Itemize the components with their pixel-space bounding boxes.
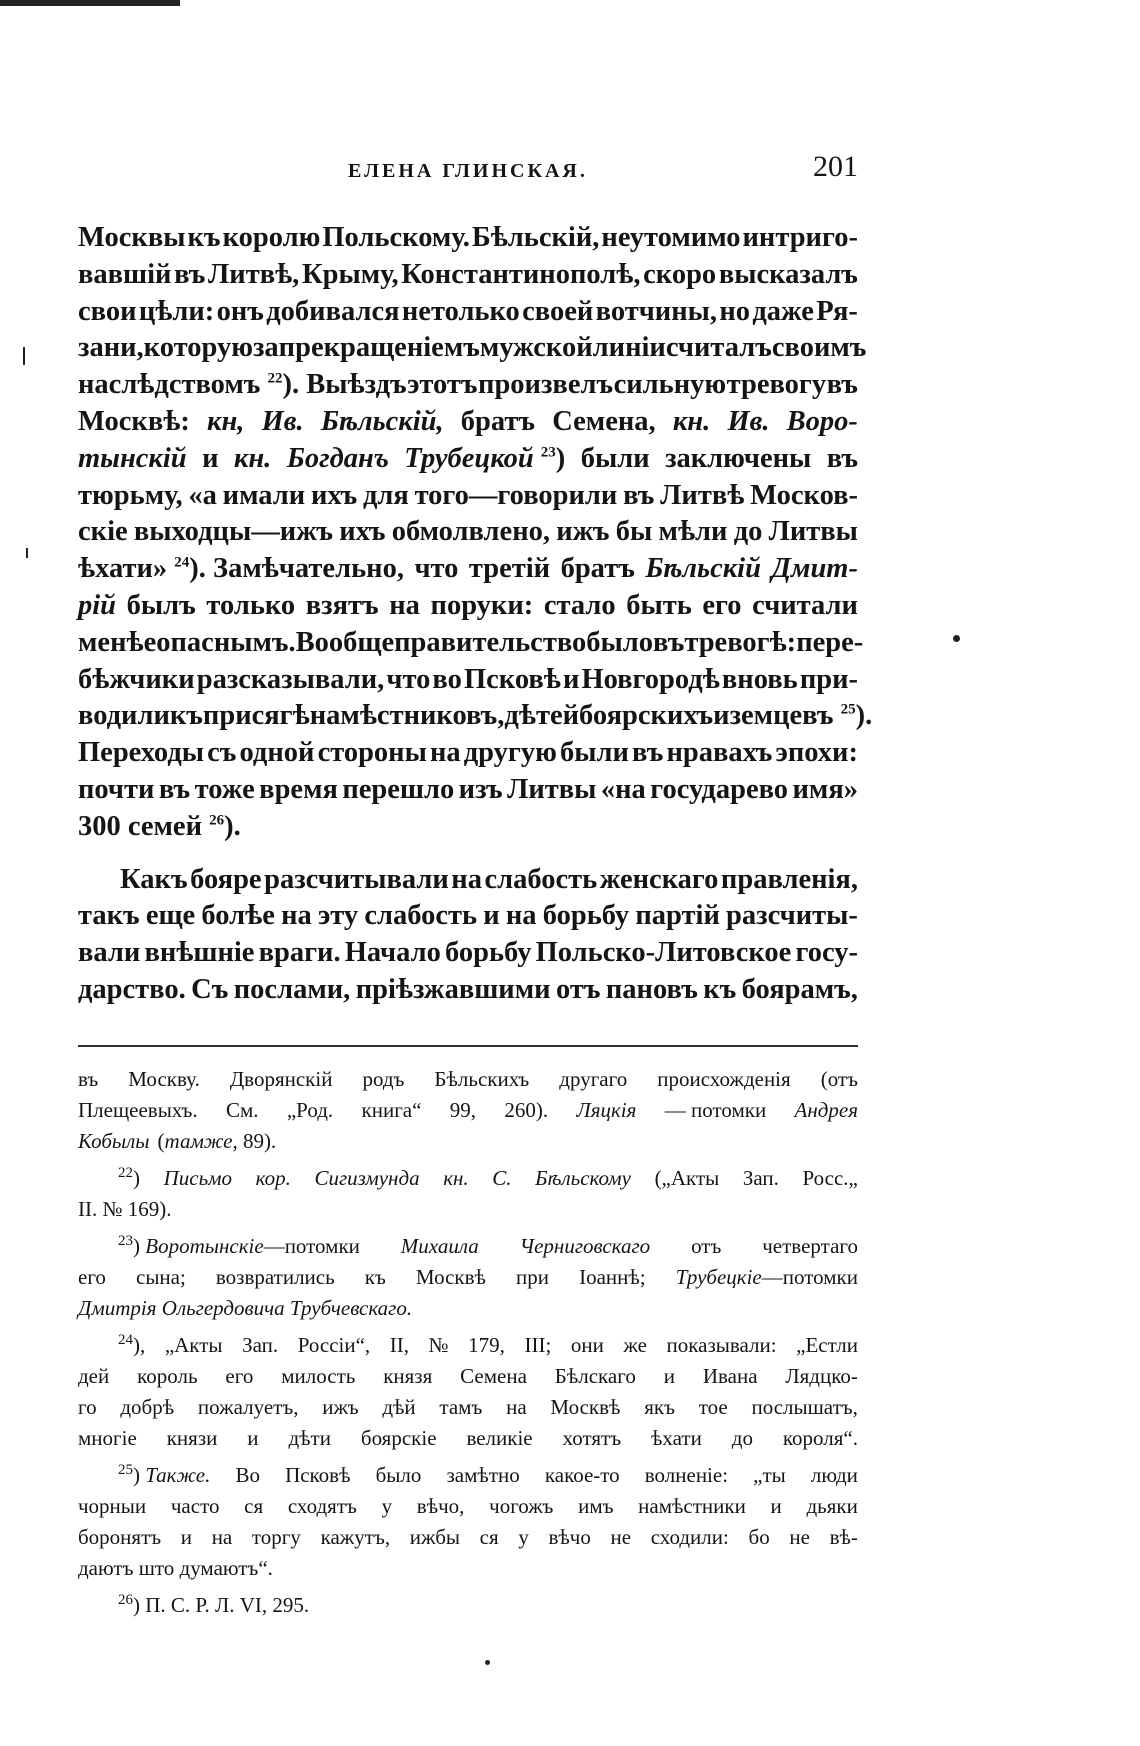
- text-line: вавшій въ Литвѣ, Крыму, Константинополѣ, скоро высказалъ: [78, 258, 858, 290]
- footnote-ref: 24: [174, 554, 190, 571]
- text-line: наслѣдствомъ $^{22}$). Выѣздъ этотъ произвелъ сильную тревогу въ: [78, 369, 858, 401]
- footnote-line: Кобылы (тамже, 89).: [78, 1129, 277, 1153]
- footnote-number: 23: [118, 1233, 133, 1249]
- text-line: тюрьму, «а имали ихъ для того—говорили въ Литвѣ Москов-: [78, 479, 858, 511]
- footnote-number: 26: [118, 1592, 133, 1608]
- scan-speck: [953, 635, 960, 642]
- footnote-divider: [78, 1045, 858, 1047]
- scan-speck: [485, 1660, 490, 1665]
- footnote-line: $^{22}$) Письмо кор. Сигизмунда кн. С. Бѣльскому („Акты Зап. Росс.„: [118, 1165, 858, 1190]
- text-line: рій былъ только взятъ на поруки: стало быть его считали: [78, 589, 858, 621]
- text-line: Переходы съ одной стороны на другую были въ нравахъ эпохи:: [78, 737, 858, 769]
- footnote-line: многіе князи и дѣти боярскіе великіе хотятъ ѣхати до короля“.: [78, 1426, 858, 1450]
- text-line: такъ еще болѣе на эту слабость и на борьбу партій разсчиты-: [78, 900, 858, 932]
- footnote-number: 22: [118, 1165, 133, 1181]
- footnote-line: Дмитрія Ольгердовича Трубчевскаго.: [78, 1296, 413, 1320]
- text-line: скіе выходцы—ижъ ихъ обмолвлено, ижъ бы мѣли до Литвы: [78, 516, 858, 548]
- footnote-number: 25: [118, 1462, 133, 1478]
- footnote-ref: 22: [267, 370, 283, 387]
- footnotes: [78, 1064, 858, 1621]
- main-text: [78, 220, 873, 1009]
- text-line: 300 семей $^{26}$).: [78, 810, 241, 842]
- text-line: Какъ бояре разсчитывали на слабость женскаго правленія,: [120, 863, 858, 895]
- footnote-line: боронятъ и на торгу кажутъ, ижбы ся у вѣчо не сходили: бо не вѣ-: [78, 1525, 858, 1549]
- text-line: Москвы къ королю Польскому. Бѣльскій, неутомимо интриго-: [78, 222, 858, 253]
- text-line: менѣе опаснымъ. Вообще правительство было въ тревогѣ: пере-: [78, 626, 864, 658]
- footnote-ref: 23: [540, 444, 556, 461]
- footnote-line: дей король его милость князя Семена Бѣлскаго и Ивана Лядцко-: [78, 1364, 858, 1388]
- footnote-line: чорныи часто ся сходятъ у вѣчо, чогожъ имъ намѣстники и дьяки: [78, 1494, 858, 1518]
- text-line: тынскій и кн. Богданъ Трубецкой $^{23}$) были заключены въ: [78, 442, 858, 474]
- footnote-line: го добрѣ пожалуетъ, ижъ дѣй тамъ на Москвѣ якъ тое послышатъ,: [78, 1395, 858, 1419]
- footnote-line: II. № 169).: [78, 1197, 172, 1221]
- scan-speck: [23, 347, 25, 365]
- page-header: [78, 150, 858, 190]
- footnote-number: 24: [118, 1332, 133, 1348]
- footnote-line: $^{25}$) Также. Во Псковѣ было замѣтно какое-то волненіе: „ты люди: [118, 1462, 858, 1487]
- page-number: 201: [813, 150, 858, 183]
- text-line: свои цѣли: онъ добивался нетолько своей вотчины, но даже Ря-: [78, 295, 858, 327]
- footnote-ref: 26: [209, 812, 225, 829]
- footnote-line: $^{24}$), „Акты Зап. Россіи“, II, № 179, III; они же показывали: „Естли: [118, 1332, 858, 1357]
- footnote-line: въ Москву. Дворянскій родъ Бѣльскихъ другаго происхожденія (отъ: [78, 1067, 858, 1091]
- footnote-ref: 25: [840, 701, 856, 718]
- text-line: бѣжчики разсказывали, что во Псковѣ и Новгородѣ вновь при-: [78, 663, 858, 695]
- text-line: почти въ тоже время перешло изъ Литвы «на государево имя»: [78, 773, 858, 805]
- scan-artifact: [0, 0, 180, 6]
- footnote-line: его сына; возвратились къ Москвѣ при Іоаннѣ; Трубецкіе—потомки: [78, 1265, 858, 1289]
- footnote-line: даютъ што думаютъ“.: [78, 1556, 273, 1580]
- running-title: ЕЛЕНА ГЛИНСКАЯ.: [348, 160, 588, 182]
- footnote-line: $^{26}$) П. С. Р. Л. VI, 295.: [118, 1592, 310, 1617]
- text-line: вали внѣшніе враги. Начало борьбу Польско-Литовское госу-: [78, 937, 858, 969]
- text-line: зани, которую за прекращеніемъ мужской линіи считалъ своимъ: [78, 332, 867, 364]
- text-line: водили къ присягѣ намѣстниковъ, дѣтей боярскихъ и земцевъ $^{25}$).: [78, 700, 873, 732]
- text-line: дарство. Съ послами, пріѣзжавшими отъ пановъ къ боярамъ,: [78, 973, 858, 1005]
- text-line: Москвѣ: кн, Ив. Бѣльскій, братъ Семена, кн. Ив. Воро-: [78, 405, 858, 437]
- footnote-line: Плещеевыхъ. См. „Род. книга“ 99, 260). Ляцкія — потомки Андрея: [78, 1098, 858, 1122]
- footnote-line: $^{23}$) Воротынскіе—потомки Михаила Черниговскаго отъ четвертаго: [118, 1233, 858, 1258]
- scan-speck: [26, 548, 28, 558]
- text-line: ѣхати» $^{24}$). Замѣчательно, что третій братъ Бѣльскій Дмит-: [78, 553, 858, 585]
